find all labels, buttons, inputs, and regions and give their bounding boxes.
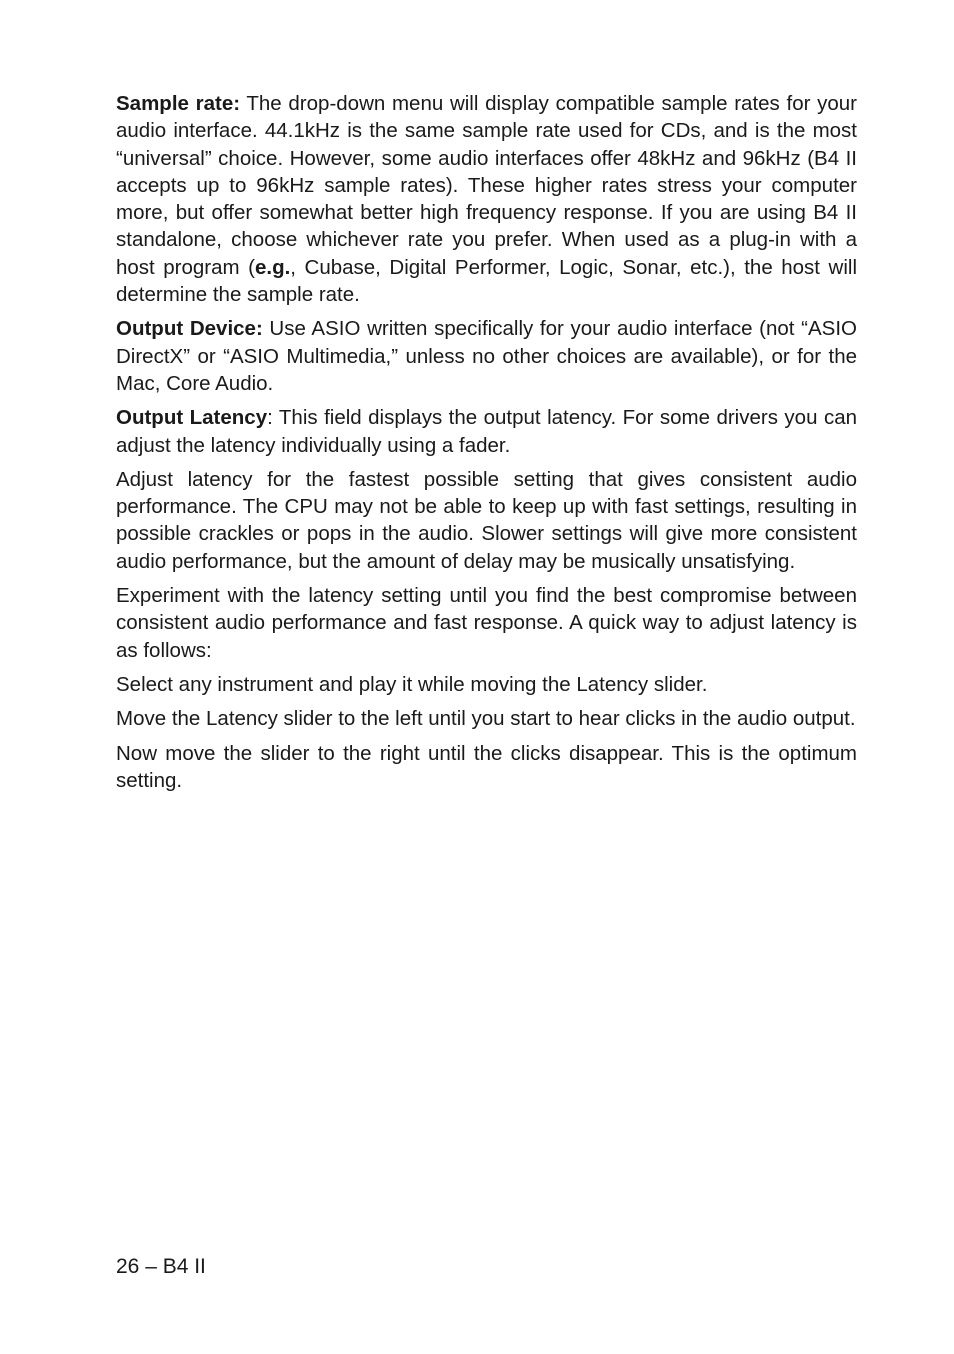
term-output-device: Output Device:	[116, 317, 263, 341]
paragraph-experiment: Experiment with the latency setting until you find the best compromise between consistent audio performance and fast response. A quick way to adjust latency is as follows:	[116, 584, 857, 662]
paragraph-output-device	[116, 315, 857, 397]
paragraph-text: , Cubase, Digital Performer, Logic, Sonar, etc.), the host will determine the sample rate.	[116, 255, 857, 307]
paragraph-move-right: Now move the slider to the right until the clicks disappear. This is the optimum setting.	[116, 741, 857, 792]
paragraph-output-latency	[116, 404, 857, 459]
paragraph-text: Use ASIO written specifically for your audio interface (not “ASIO DirectX” or “ASIO Multimedia,” unless no other choices are available), or for the Mac, Core Audio.	[116, 317, 857, 395]
page-footer: 26 – B4 II	[116, 1255, 206, 1278]
term-output-latency: Output Latency	[116, 406, 268, 430]
paragraph-text: The drop-down menu will display compatible sample rates for your audio interface. 44.1kHz is the same sample rate used for CDs, and is the most “universal” choice. However, some audio interfaces offer 48kHz and 96kHz (B4 II accepts up to 96kHz sample rates). These higher rates stress your computer more, but offer somewhat better high frequency response. If you are using B4 II standalone, choose whichever rate you prefer. When used as a plug-in with a host program (	[116, 92, 857, 279]
paragraph-move-left: Move the Latency slider to the left until you start to hear clicks in the audio output.	[116, 707, 856, 731]
page-body	[116, 90, 857, 801]
emphasis-eg: e.g.	[254, 255, 291, 279]
paragraph-select-instrument: Select any instrument and play it while moving the Latency slider.	[116, 672, 708, 696]
term-sample-rate: Sample rate:	[116, 92, 241, 115]
paragraph-adjust-latency: Adjust latency for the fastest possible setting that gives consistent audio performance. The CPU may not be able to keep up with fast settings, resulting in possible crackles or pops in the audio. Slower settings will give more consistent audio performance, but the amount of delay may be musically unsatisfying.	[116, 467, 857, 573]
paragraph-text: : This field displays the output latency. For some drivers you can adjust the latency individually using a fader.	[116, 406, 857, 457]
paragraph-sample-rate	[116, 90, 857, 308]
